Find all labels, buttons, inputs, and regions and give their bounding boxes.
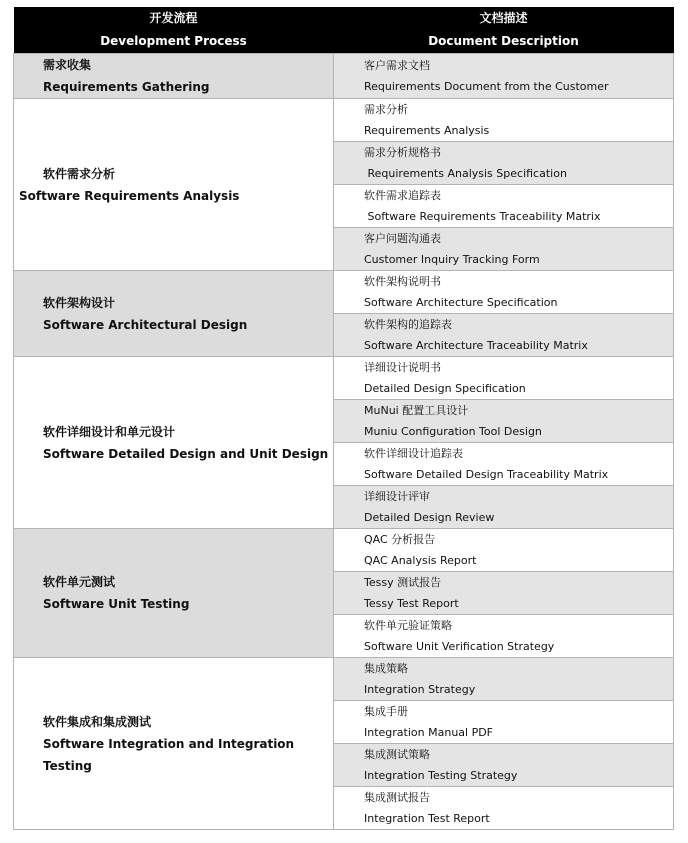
document-name-en: Integration Test Report bbox=[364, 812, 490, 825]
document-name-en: Requirements Analysis bbox=[364, 124, 490, 137]
document-name-en: Detailed Design Specification bbox=[364, 382, 526, 395]
table-row bbox=[14, 271, 674, 314]
document-name-zh: 集成手册 bbox=[364, 705, 408, 718]
document-cell bbox=[334, 744, 674, 787]
document-name-en: Tessy Test Report bbox=[364, 597, 459, 610]
document-cell bbox=[334, 228, 674, 271]
document-name-zh: 软件需求追踪表 bbox=[364, 189, 441, 202]
document-name-zh: 集成测试报告 bbox=[364, 791, 430, 804]
document-name-en: QAC Analysis Report bbox=[364, 554, 477, 567]
table-row bbox=[14, 529, 674, 572]
document-cell bbox=[334, 572, 674, 615]
document-name-zh: 集成策略 bbox=[364, 662, 408, 675]
process-name-en: Software Unit Testing bbox=[43, 597, 190, 611]
document-name-zh: 集成测试策略 bbox=[364, 748, 430, 761]
table-body bbox=[14, 54, 674, 830]
process-name-en: Requirements Gathering bbox=[43, 80, 210, 94]
header-document-zh: 文档描述 bbox=[479, 11, 528, 25]
process-cell bbox=[14, 529, 334, 658]
document-name-zh: QAC 分析报告 bbox=[364, 533, 436, 546]
document-cell bbox=[334, 615, 674, 658]
table-row bbox=[14, 99, 674, 142]
document-name-en: Detailed Design Review bbox=[364, 511, 495, 524]
header-process bbox=[14, 7, 334, 54]
document-name-zh: 软件架构的追踪表 bbox=[364, 318, 452, 331]
document-cell bbox=[334, 400, 674, 443]
document-name-zh: MuNui 配置工具设计 bbox=[364, 404, 469, 417]
process-name-zh: 软件架构设计 bbox=[43, 295, 116, 310]
document-name-zh: 客户问题沟通表 bbox=[364, 232, 441, 245]
table-row bbox=[14, 658, 674, 701]
document-cell bbox=[334, 529, 674, 572]
process-name-zh: 软件单元测试 bbox=[43, 575, 116, 589]
document-name-zh: 软件单元验证策略 bbox=[364, 619, 452, 632]
document-name-zh: 需求分析规格书 bbox=[364, 146, 441, 159]
document-name-en: Software Detailed Design Traceability Matrix bbox=[364, 468, 609, 481]
header-process-en: Development Process bbox=[100, 34, 247, 48]
document-cell bbox=[334, 99, 674, 142]
process-cell bbox=[14, 658, 334, 830]
document-name-en: Software Requirements Traceability Matrix bbox=[364, 210, 601, 223]
document-cell bbox=[334, 271, 674, 314]
document-name-en: Software Architecture Specification bbox=[364, 296, 558, 309]
document-name-zh: 详细设计说明书 bbox=[364, 361, 441, 374]
header-document-en: Document Description bbox=[428, 34, 579, 48]
process-document-table bbox=[13, 7, 674, 830]
process-name-en: Software Requirements Analysis bbox=[19, 188, 240, 203]
document-name-en: Requirements Analysis Specification bbox=[364, 167, 567, 180]
document-name-en: Requirements Document from the Customer bbox=[364, 80, 609, 93]
document-name-zh: 需求分析 bbox=[364, 103, 408, 116]
process-name-en: Software Architectural Design bbox=[43, 317, 248, 332]
document-name-zh: 客户需求文档 bbox=[364, 59, 430, 72]
process-name-zh: 需求收集 bbox=[43, 58, 92, 72]
process-name-zh: 软件详细设计和单元设计 bbox=[43, 424, 176, 439]
process-name-zh: 软件需求分析 bbox=[43, 166, 116, 181]
header-document bbox=[334, 7, 674, 54]
document-cell bbox=[334, 54, 674, 99]
document-name-zh: Tessy 测试报告 bbox=[364, 576, 442, 589]
process-name-en: Software Integration and Integration Testing bbox=[43, 736, 295, 773]
process-cell bbox=[14, 357, 334, 529]
process-cell bbox=[14, 99, 334, 271]
document-name-en: Customer Inquiry Tracking Form bbox=[364, 253, 540, 266]
document-cell bbox=[334, 658, 674, 701]
document-name-zh: 软件详细设计追踪表 bbox=[364, 447, 463, 460]
header-row bbox=[14, 7, 674, 54]
document-cell bbox=[334, 185, 674, 228]
document-cell bbox=[334, 314, 674, 357]
table-row bbox=[14, 54, 674, 99]
document-name-en: Software Architecture Traceability Matrix bbox=[364, 339, 588, 352]
document-name-en: Integration Manual PDF bbox=[364, 726, 494, 739]
document-cell bbox=[334, 142, 674, 185]
process-name-en: Software Detailed Design and Unit Design bbox=[43, 446, 329, 461]
process-cell bbox=[14, 54, 334, 99]
document-cell bbox=[334, 701, 674, 744]
process-name-zh: 软件集成和集成测试 bbox=[43, 714, 152, 729]
document-cell bbox=[334, 486, 674, 529]
header-process-zh: 开发流程 bbox=[149, 11, 198, 25]
document-cell bbox=[334, 787, 674, 830]
process-cell bbox=[14, 271, 334, 357]
document-name-en: Integration Strategy bbox=[364, 683, 476, 696]
document-name-zh: 详细设计评审 bbox=[364, 490, 430, 503]
document-name-zh: 软件架构说明书 bbox=[364, 275, 441, 288]
document-name-en: Software Unit Verification Strategy bbox=[364, 640, 555, 653]
table-row bbox=[14, 357, 674, 400]
document-cell bbox=[334, 443, 674, 486]
document-name-en: Integration Testing Strategy bbox=[364, 769, 518, 782]
document-cell bbox=[334, 357, 674, 400]
document-name-en: Muniu Configuration Tool Design bbox=[364, 425, 542, 438]
